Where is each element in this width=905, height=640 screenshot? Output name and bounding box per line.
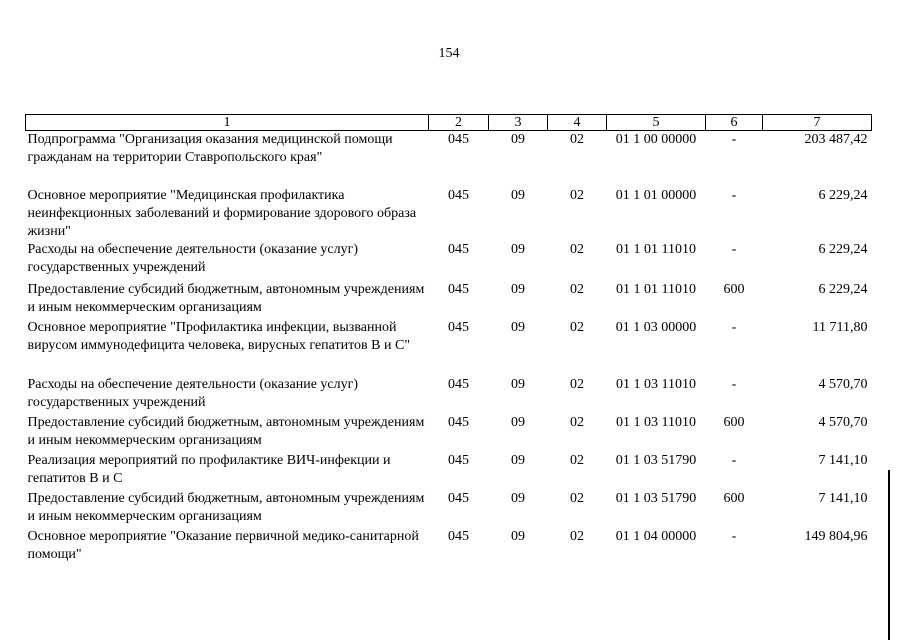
row-name: Предоставление субсидий бюджетным, автономным учреждениям и иным некоммерческим организациям	[27, 414, 425, 448]
cell-amount: 6 229,24	[818, 187, 868, 203]
column-header: 6	[706, 115, 763, 131]
row-name: Реализация мероприятий по профилактике ВИЧ-инфекции и гепатитов В и С	[27, 452, 391, 486]
cell-amount: 149 804,96	[804, 528, 868, 544]
cell-subsection: 02	[570, 281, 584, 297]
cell-ministry-code: 045	[448, 281, 469, 297]
table-row	[26, 376, 872, 414]
cell-section: 09	[511, 187, 525, 203]
cell-target-item: 01 1 03 51790	[615, 490, 697, 506]
cell-section: 09	[511, 376, 525, 392]
cell-ministry-code: 045	[448, 452, 469, 468]
cell-section: 09	[511, 319, 525, 335]
cell-amount: 7 141,10	[818, 490, 868, 506]
cell-amount: 7 141,10	[818, 452, 868, 468]
table-row	[26, 528, 872, 566]
table-row	[26, 131, 872, 187]
cell-target-item: 01 1 04 00000	[615, 528, 697, 544]
cell-subsection: 02	[570, 187, 584, 203]
cell-subsection: 02	[570, 490, 584, 506]
column-header: 1	[26, 115, 429, 131]
row-name: Основное мероприятие "Медицинская профилактика неинфекционных заболеваний и формирование здорового образа жизни"	[27, 187, 417, 239]
cell-subsection: 02	[570, 414, 584, 430]
cell-section: 09	[511, 452, 525, 468]
cell-ministry-code: 045	[448, 490, 469, 506]
row-name: Предоставление субсидий бюджетным, автономным учреждениям и иным некоммерческим организациям	[27, 490, 425, 524]
table-row	[26, 241, 872, 281]
row-name: Предоставление субсидий бюджетным, автономным учреждениям и иным некоммерческим организациям	[27, 281, 425, 315]
cell-expense-type: -	[731, 319, 737, 335]
budget-table	[25, 114, 872, 566]
cell-expense-type: -	[731, 528, 737, 544]
cell-expense-type: 600	[723, 281, 745, 297]
cell-target-item: 01 1 01 11010	[616, 281, 696, 297]
cell-expense-type: 600	[723, 414, 745, 430]
row-name: Подпрограмма "Организация оказания медицинской помощи гражданам на территории Ставропольского края"	[27, 132, 393, 165]
row-name: Расходы на обеспечение деятельности (оказание услуг) государственных учреждений	[27, 376, 359, 410]
cell-ministry-code: 045	[448, 528, 469, 544]
cell-subsection: 02	[570, 528, 584, 544]
cell-target-item: 01 1 01 00000	[615, 187, 697, 203]
row-name: Расходы на обеспечение деятельности (оказание услуг) государственных учреждений	[27, 241, 359, 275]
cell-expense-type: -	[731, 241, 737, 257]
cell-amount: 4 570,70	[818, 376, 868, 392]
cell-target-item: 01 1 00 00000	[615, 132, 697, 147]
cell-target-item: 01 1 03 51790	[615, 452, 697, 468]
column-header: 3	[489, 115, 548, 131]
cell-amount: 6 229,24	[818, 241, 868, 257]
cell-section: 09	[511, 528, 525, 544]
cell-amount: 11 711,80	[812, 319, 868, 335]
cell-section: 09	[511, 281, 525, 297]
cell-target-item: 01 1 03 00000	[615, 319, 697, 335]
cell-expense-type: 600	[723, 490, 745, 506]
cell-section: 09	[511, 132, 525, 147]
cell-expense-type: -	[731, 132, 737, 147]
cell-ministry-code: 045	[448, 241, 469, 257]
cell-ministry-code: 045	[448, 319, 469, 335]
cell-expense-type: -	[731, 452, 737, 468]
row-name: Основное мероприятие "Профилактика инфекции, вызванной вирусом иммунодефицита человека, вирусных гепатитов В и С"	[27, 319, 411, 353]
table-row	[26, 187, 872, 241]
table-row	[26, 452, 872, 490]
scan-edge-line	[888, 470, 890, 640]
cell-ministry-code: 045	[448, 132, 469, 147]
table-row	[26, 319, 872, 376]
column-header: 5	[607, 115, 706, 131]
cell-subsection: 02	[570, 132, 584, 147]
cell-target-item: 01 1 03 11010	[616, 376, 696, 392]
cell-section: 09	[511, 241, 525, 257]
page-number: 154	[438, 46, 460, 61]
cell-ministry-code: 045	[448, 414, 469, 430]
table-row	[26, 414, 872, 452]
cell-ministry-code: 045	[448, 376, 469, 392]
column-header: 7	[763, 115, 872, 131]
cell-subsection: 02	[570, 319, 584, 335]
cell-expense-type: -	[731, 187, 737, 203]
table-row	[26, 281, 872, 319]
table-header-row	[26, 115, 872, 131]
cell-section: 09	[511, 490, 525, 506]
cell-amount: 4 570,70	[818, 414, 868, 430]
cell-expense-type: -	[731, 376, 737, 392]
cell-subsection: 02	[570, 241, 584, 257]
cell-subsection: 02	[570, 376, 584, 392]
column-header: 4	[548, 115, 607, 131]
row-name: Основное мероприятие "Оказание первичной медико-санитарной помощи"	[27, 528, 419, 562]
cell-target-item: 01 1 01 11010	[616, 241, 696, 257]
cell-target-item: 01 1 03 11010	[616, 414, 696, 430]
column-header: 2	[429, 115, 489, 131]
cell-subsection: 02	[570, 452, 584, 468]
table-row	[26, 490, 872, 528]
cell-amount: 203 487,42	[804, 132, 868, 147]
cell-section: 09	[511, 414, 525, 430]
cell-amount: 6 229,24	[818, 281, 868, 297]
cell-ministry-code: 045	[448, 187, 469, 203]
